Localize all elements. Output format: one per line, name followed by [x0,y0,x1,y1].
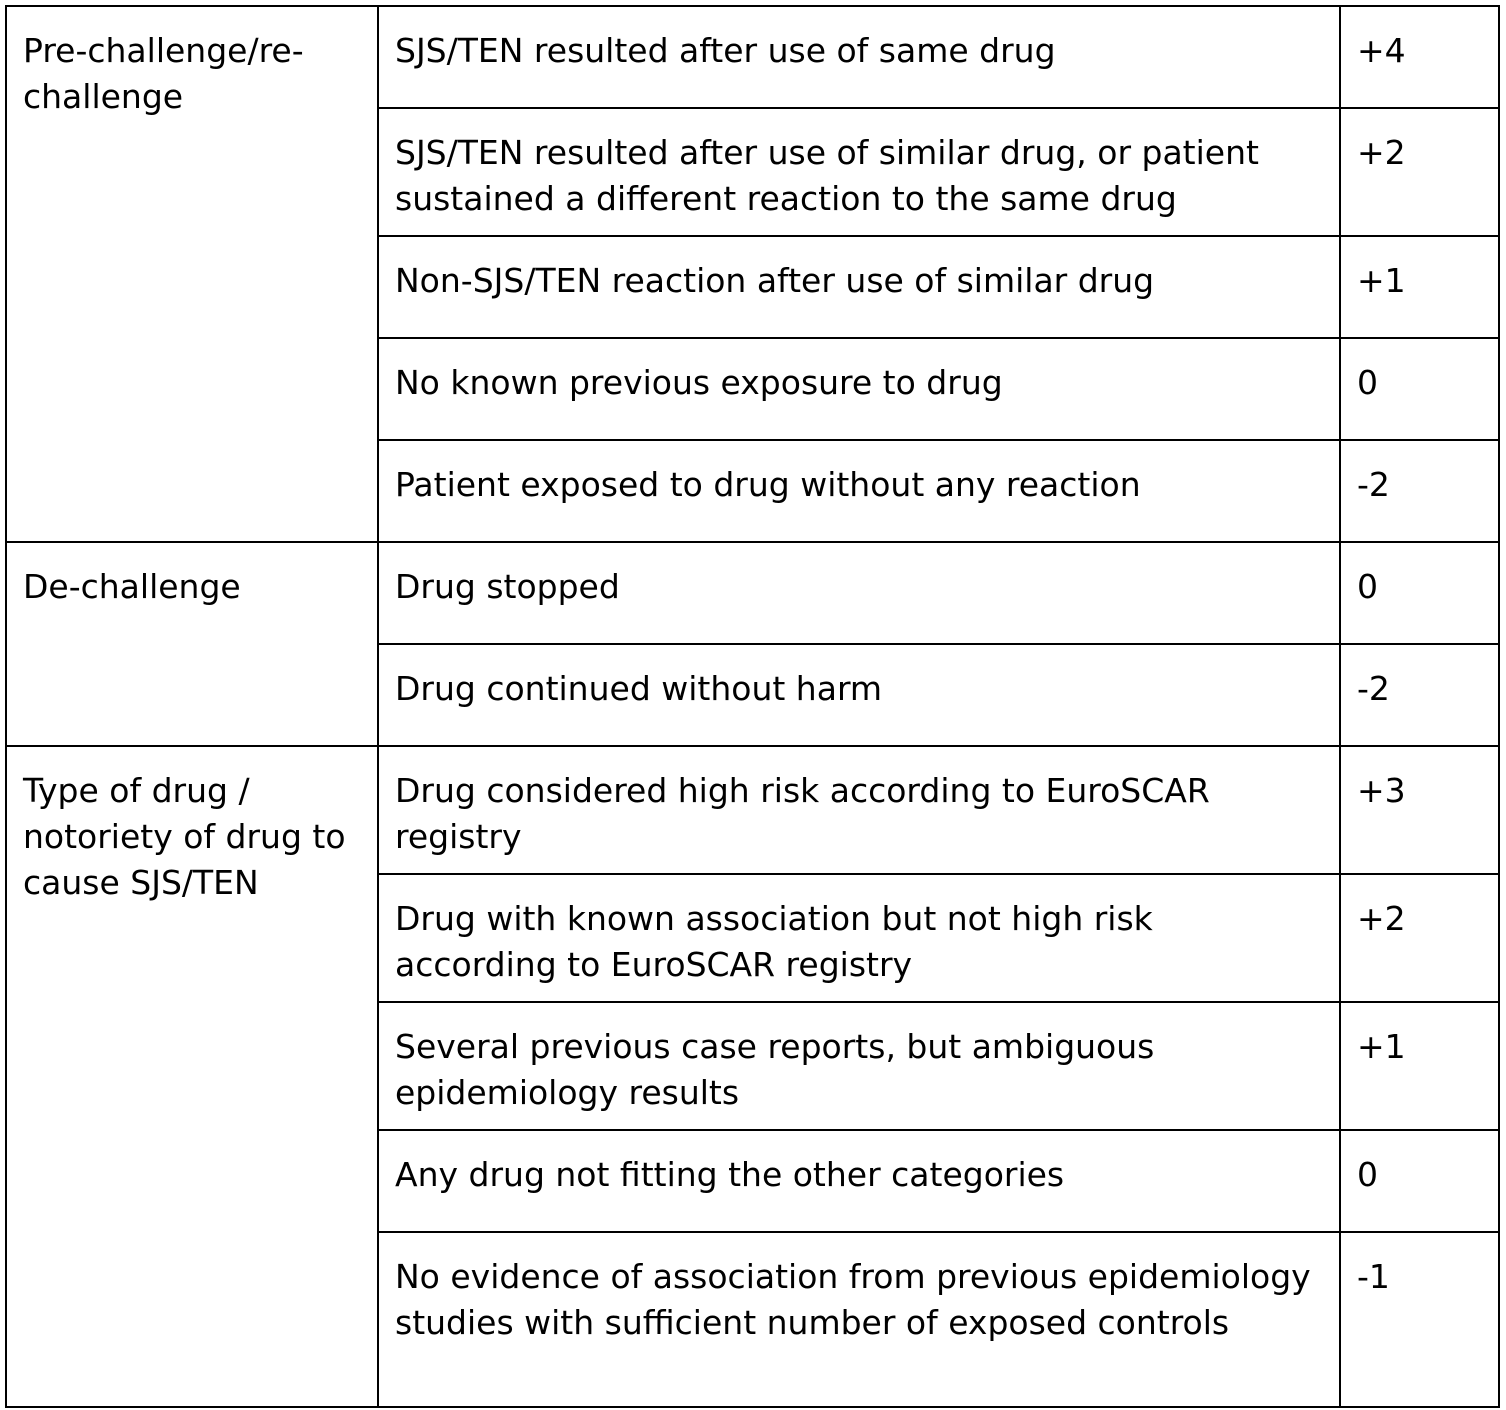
score-cell: +4 [1340,6,1499,108]
score-cell: -2 [1340,644,1499,746]
score-cell: +1 [1340,236,1499,338]
score-cell: +1 [1340,1002,1499,1130]
criterion-cell: Patient exposed to drug without any reaction [378,440,1340,542]
criterion-cell: Any drug not fitting the other categories [378,1130,1340,1232]
score-cell: +2 [1340,874,1499,1002]
category-cell: Type of drug / notoriety of drug to cause SJS/TEN [6,746,378,1407]
score-cell: +2 [1340,108,1499,236]
category-cell: De-challenge [6,542,378,746]
table-row [6,6,1499,108]
criterion-cell: Drug stopped [378,542,1340,644]
criterion-cell: Drug with known association but not high risk according to EuroSCAR registry [378,874,1340,1002]
criterion-cell: No known previous exposure to drug [378,338,1340,440]
scoring-table [5,5,1500,1408]
score-cell: -1 [1340,1232,1499,1407]
criterion-cell: SJS/TEN resulted after use of same drug [378,6,1340,108]
criterion-cell: Drug considered high risk according to EuroSCAR registry [378,746,1340,874]
table-row [6,746,1499,874]
criterion-cell: No evidence of association from previous epidemiology studies with sufficient number of exposed controls [378,1232,1340,1407]
criterion-cell: SJS/TEN resulted after use of similar drug, or patient sustained a different reaction to the same drug [378,108,1340,236]
score-cell: 0 [1340,542,1499,644]
criterion-cell: Drug continued without harm [378,644,1340,746]
score-cell: 0 [1340,338,1499,440]
criterion-cell: Several previous case reports, but ambiguous epidemiology results [378,1002,1340,1130]
criterion-cell: Non-SJS/TEN reaction after use of similar drug [378,236,1340,338]
score-cell: +3 [1340,746,1499,874]
category-cell: Pre-challenge/re-challenge [6,6,378,542]
score-cell: 0 [1340,1130,1499,1232]
score-cell: -2 [1340,440,1499,542]
table-row [6,542,1499,644]
